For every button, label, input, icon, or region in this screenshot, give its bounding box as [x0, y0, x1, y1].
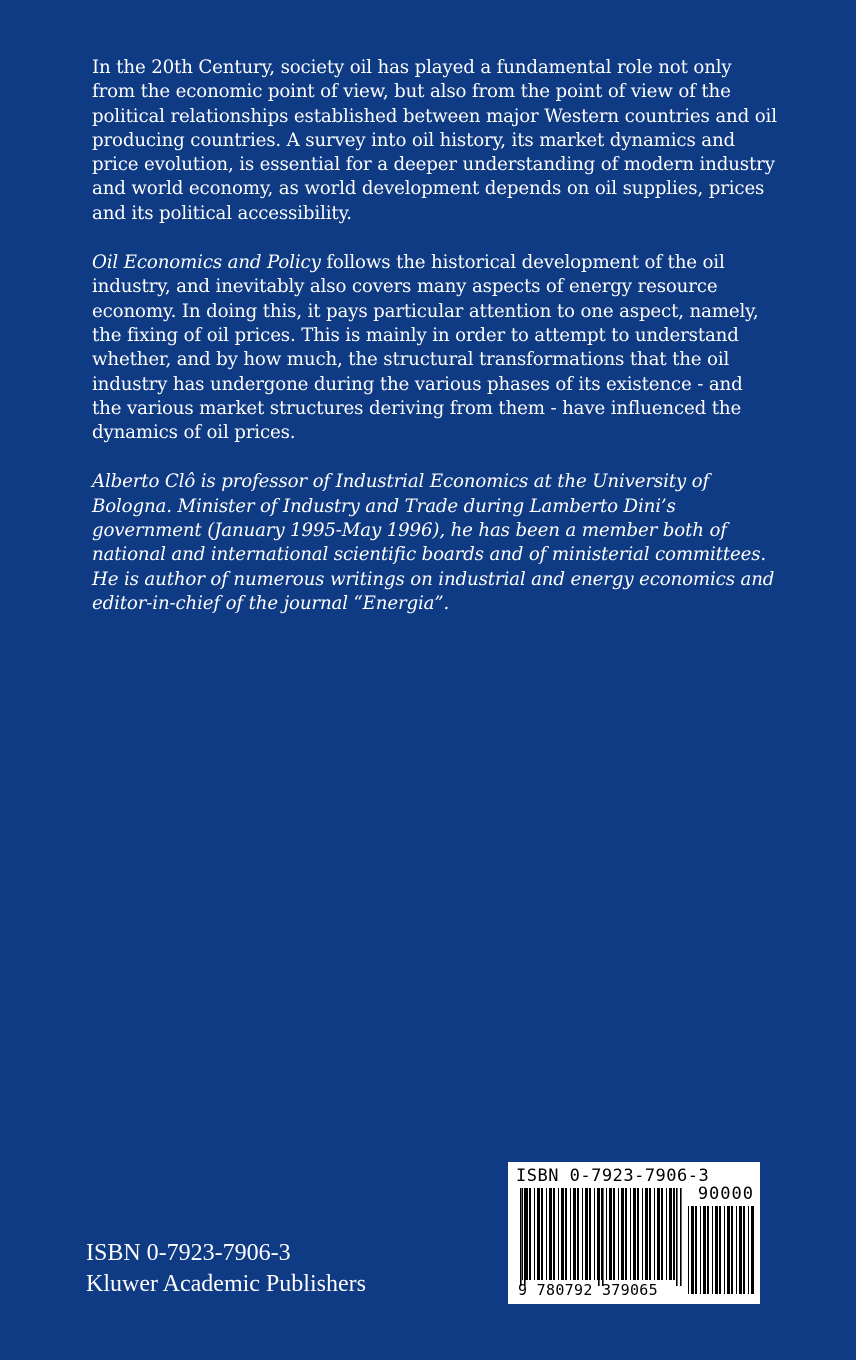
barcode-guard-bar: [676, 1188, 678, 1286]
barcode-bar: [633, 1188, 636, 1280]
book-summary-paragraph: [92, 251, 777, 445]
barcode-bar: [669, 1188, 672, 1280]
barcode-bar: [695, 1206, 697, 1294]
barcode-isbn-text: ISBN 0-7923-7906-3: [516, 1166, 710, 1186]
imprint-isbn: ISBN 0-7923-7906-3: [86, 1240, 291, 1266]
barcode-bar: [609, 1188, 612, 1280]
barcode-bar: [606, 1188, 607, 1280]
barcode-bar: [573, 1188, 576, 1280]
barcode-bar: [649, 1188, 651, 1280]
barcode-bar: [739, 1206, 742, 1294]
barcode-bar: [719, 1206, 721, 1294]
barcode-bar: [703, 1206, 706, 1294]
barcode-bar: [727, 1206, 730, 1294]
barcode-bar: [736, 1206, 737, 1294]
barcode-ean-digits: 9 780792 379065: [518, 1281, 658, 1299]
barcode-guard-bar: [520, 1188, 522, 1286]
barcode-bar: [637, 1188, 639, 1280]
barcode-bar: [654, 1188, 655, 1280]
barcode-addon-number: 90000: [697, 1184, 754, 1204]
publisher-name: Kluwer Academic Publishers: [86, 1271, 366, 1297]
barcode-bar: [691, 1206, 694, 1294]
barcode-bar: [561, 1188, 564, 1280]
barcode-bar: [613, 1188, 615, 1280]
book-summary-text: follows the historical development of the oil industry, and inevitably also covers many aspects of energy resource economy. In doing this, it pays particular attention to one aspect, namely, the fixing of oil prices. This is mainly in order to attempt to understand whether, and by how much, the structural transformations that the oil industry has undergone during the various phases of its existence - and the various market structures deriving from them - have influenced the dynamics of oil prices.: [92, 252, 759, 444]
barcode-bar: [688, 1206, 689, 1294]
barcode-bar: [585, 1188, 588, 1280]
barcode-bar: [748, 1206, 749, 1294]
barcode-bar: [594, 1188, 595, 1280]
barcode-bar: [582, 1188, 583, 1280]
barcode-bar: [549, 1188, 552, 1280]
barcode-bar: [577, 1188, 579, 1280]
barcode-bar: [700, 1206, 701, 1294]
barcode-bar: [625, 1188, 627, 1280]
barcode-bar: [666, 1188, 667, 1280]
barcode-bar: [743, 1206, 745, 1294]
barcode-guard-bar: [598, 1188, 600, 1286]
barcode-bar: [642, 1188, 643, 1280]
imprint-block: [86, 1238, 366, 1300]
barcode-bar: [534, 1188, 535, 1280]
barcode-bar: [657, 1188, 660, 1280]
barcode-bar: [546, 1188, 547, 1280]
barcode-bar: [589, 1188, 591, 1280]
barcode-bar: [565, 1188, 567, 1280]
barcode-bar: [712, 1206, 713, 1294]
barcode-guard-bar: [680, 1188, 682, 1286]
barcode-bar: [673, 1188, 675, 1280]
barcode-bar: [715, 1206, 718, 1294]
book-title: Oil Economics and Policy: [92, 252, 321, 274]
barcode-bar: [630, 1188, 631, 1280]
intro-paragraph: In the 20th Century, society oil has played a fundamental role not only from the economic point of view, but also from the point of view of the political relationships established between major Western countries and oil producing countries. A survey into oil history, its market dynamics and price evolution, is essential for a deeper understanding of modern industry and world economy, as world development depends on oil supplies, prices and its political accessibility.: [92, 57, 777, 224]
barcode-bar: [618, 1188, 619, 1280]
barcode-label: [508, 1162, 760, 1304]
cover-copy: [92, 56, 777, 616]
barcode-bar: [731, 1206, 733, 1294]
author-bio-paragraph: Alberto Clô is professor of Industrial Economics at the University of Bologna. Minister of Industry and Trade during Lamberto Dini’s government (January 1995-May 1996), he has been a member both of national and international scientific boards and of ministerial committees. He is author of numerous writings on industrial and energy economics and editor-in-chief of the journal “Energia”.: [92, 471, 775, 614]
barcode-guard-bar: [524, 1188, 526, 1286]
barcode-bar: [529, 1188, 531, 1280]
barcode-bar: [661, 1188, 663, 1280]
barcode-bar: [621, 1188, 624, 1280]
barcode-bar: [553, 1188, 555, 1280]
barcode-guard-bar: [602, 1188, 604, 1286]
barcode-bar: [724, 1206, 725, 1294]
barcode-bar: [707, 1206, 709, 1294]
barcode-bar: [541, 1188, 543, 1280]
barcode-bar: [570, 1188, 571, 1280]
barcode-bar: [558, 1188, 559, 1280]
barcode-bar: [537, 1188, 540, 1280]
barcode-bar: [645, 1188, 648, 1280]
barcode-bar: [522, 1188, 523, 1280]
barcode-bar: [751, 1206, 754, 1294]
